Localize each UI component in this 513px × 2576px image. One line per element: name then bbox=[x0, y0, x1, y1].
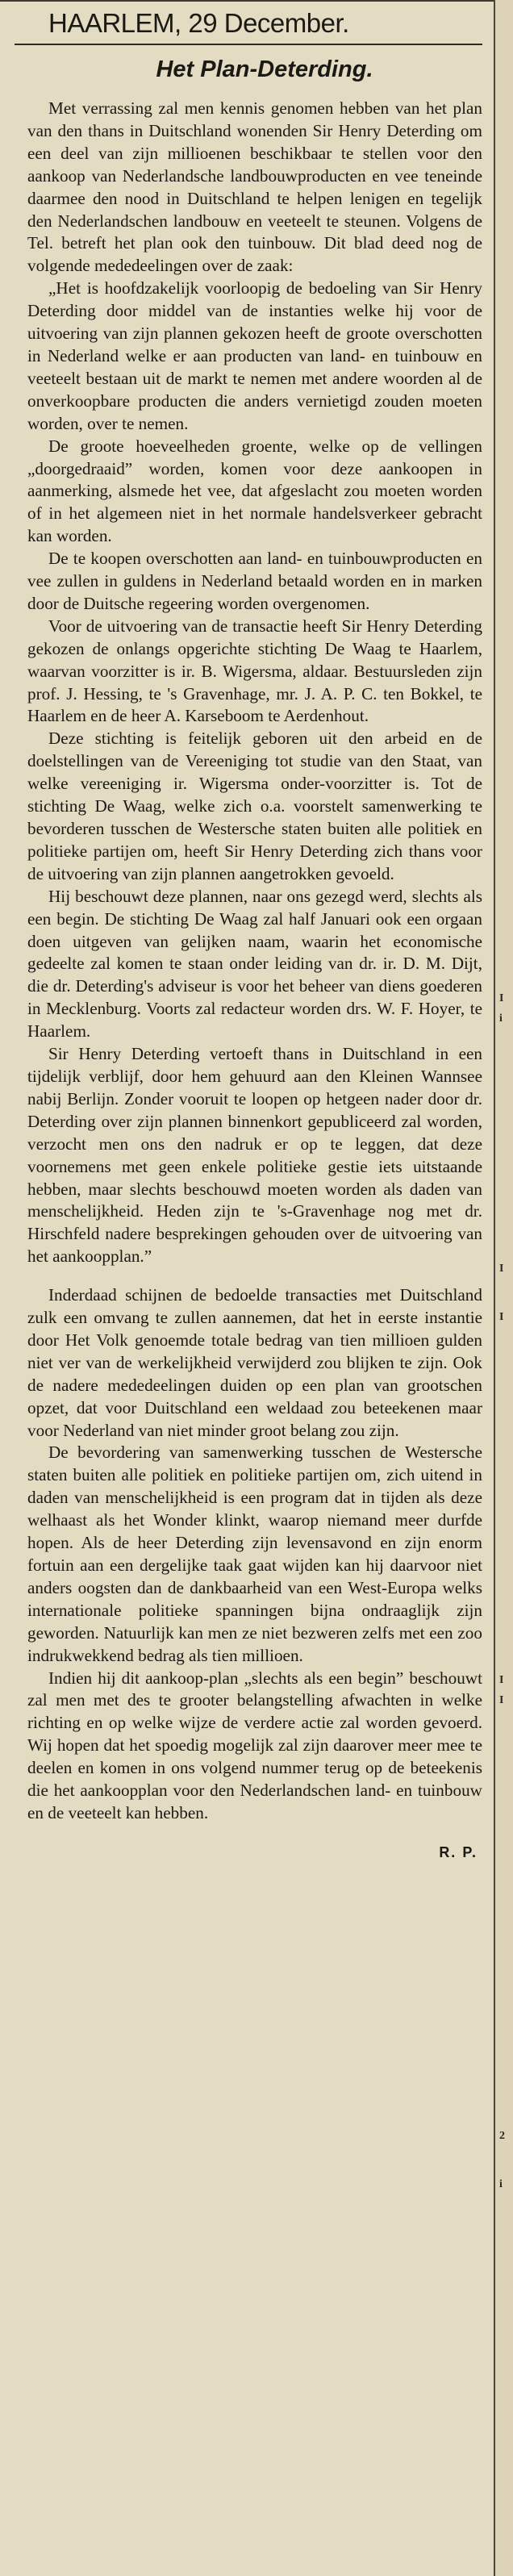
quoted-paragraph: Deze stichting is feitelijk geboren uit den arbeid en de doelstellingen van de Vereeniging tot studie van den Staat, van welke vereeniging ir. Wigersma onder-voorzitter is. Tot de stichting De Waag, welke zich o.a. voorstelt samenwerking te bevorderen tusschen de Westersche staten buiten alle politiek en politieke partijen om, heeft Sir Henry Deterding zich thans voor de uitvoering van zijn plannen aangetrokken gevoeld. bbox=[27, 729, 482, 883]
adjacent-column-fragment: i bbox=[499, 2178, 503, 2190]
adjacent-column-fragment: I bbox=[499, 1263, 504, 1275]
top-rule bbox=[0, 0, 513, 2]
quoted-paragraph: De te koopen overschotten aan land- en tuinbouwproducten en vee zullen in guldens in Nederland betaald worden en in marken door de Duitsche regeering worden overgenomen. bbox=[27, 549, 482, 613]
article-title: Het Plan-Deterding. bbox=[156, 56, 373, 82]
commentary-paragraph: Indien hij dit aankoop-plan „slechts als een begin” beschouwt zal men met des te grooter belangstelling afwachten in welke richting en op welke wijze de verdere actie zal worden gevoerd. Wij hopen dat het spoedig mogelijk zal zijn daarover meer mee te deelen en komen in ons volgend nummer terug op de beteekenis die het aankoopplan voor den Nederlandschen land- en tuinbouw en de veeteelt kan hebben. bbox=[27, 1668, 482, 1822]
quoted-paragraph: „Het is hoofdzakelijk voorloopig de bedoeling van Sir Henry Deterding door middel van de instanties welke hij voor de uitvoering van zijn plannen gekozen heeft de groote overschotten in Nederland welke er aan producten van land- en tuinbouw en veeteelt bestaan uit de markt te nemen met andere woorden al de onverkoopbare producten die anders vernietigd zouden moeten worden, over te nemen. bbox=[27, 278, 482, 433]
adjacent-column-fragment: I bbox=[499, 992, 504, 1004]
adjacent-column-fragment: I bbox=[499, 1674, 504, 1686]
author-signature: R. P. bbox=[439, 1843, 478, 1860]
adjacent-column-fragment: 2 bbox=[499, 2130, 505, 2142]
quoted-paragraph: Sir Henry Deterding vertoeft thans in Duitschland in een tijdelijk verblijf, door hem gehuurd aan den Kleinen Wannsee nabij Berlijn. Zonder vooruit te loopen op hetgeen nader door dr. Deterding over zijn plannen binnenkort gepubliceerd zal worden, verzocht men ons den nadruk er op te leggen, dat deze voornemens met geen enkele politieke gestie iets uitstaande hebben, maar slechts beschouwd moeten worden als daden van menschelijkheid. Heden zijn te 's-Gravenhage nog met dr. Hirschfeld nadere besprekingen gehouden over de uitvoering van het aankoopplan.” bbox=[27, 1044, 482, 1267]
article-paragraph: Met verrassing zal men kennis genomen hebben van het plan van den thans in Duitschland wonenden Sir Henry Deterding om een deel van zijn millioenen beschikbaar te stellen voor den aankoop van Nederlandsche landbouwproducten en vee teneinde daarmee den nood in Duitschland te helpen lenigen en tegelijk den Nederlandschen landbouw en veeteelt te steunen. Volgens de Tel. betreft het plan ook den tuinbouw. Dit blad deed nog de volgende mededeelingen over de zaak: bbox=[27, 98, 482, 276]
quoted-paragraph: Voor de uitvoering van de transactie heeft Sir Henry Deterding gekozen de onlangs opgerichte stichting De Waag te Haarlem, waarvan voorzitter is ir. B. Wigersma, aldaar. Bestuursleden zijn prof. J. Hessing, te 's Gravenhage, mr. J. A. P. C. ten Bokkel, te Haarlem en de heer A. Karseboom te Aerdenhout. bbox=[27, 616, 482, 726]
adjacent-column-fragment: i bbox=[499, 1012, 503, 1025]
adjacent-column-fragment: I bbox=[499, 1311, 504, 1323]
quoted-paragraph: De groote hoeveelheden groente, welke op de vellingen „doorgedraaid” worden, komen voor deze aankoopen in aanmerking, alsmede het vee, dat afgeslacht zou moeten worden of in het algemeen niet in het normale handelsverkeer gebracht kan worden. bbox=[27, 436, 482, 546]
dateline-header: HAARLEM, 29 December. bbox=[15, 3, 482, 45]
quoted-paragraph: Hij beschouwt deze plannen, naar ons gezegd werd, slechts als een begin. De stichting De Waag zal half Januari ook een orgaan doen uitgeven van gelijken naam, waarin het economische gedeelte zal komen te staan onder leiding van dr. ir. D. M. Dijt, die dr. Deterding's adviseur is voor het beheer van diens goederen in Mecklenburg. Voorts zal redacteur worden drs. W. F. Hoyer, te Haarlem. bbox=[27, 886, 482, 1042]
section-gap bbox=[15, 1268, 482, 1284]
commentary-paragraph: Inderdaad schijnen de bedoelde transacties met Duitschland zulk een omvang te zullen aannemen, dat het in eerste instantie door Het Volk genoemde totale bedrag van tien millioen gulden niet ver van de werkelijkheid verwijderd zou blijken te zijn. Ook de nadere mededeelingen duiden op een plan van grootschen opzet, dat voor Duitschland een weldaad zou beteekenen maar voor Nederland van niet minder groot belang zou zijn. bbox=[27, 1285, 482, 1440]
article-column bbox=[15, 3, 482, 1861]
adjacent-column-fragment: I bbox=[499, 1694, 504, 1706]
commentary-paragraph: De bevordering van samenwerking tusschen de Westersche staten buiten alle politiek en politieke partijen om, zich uitend in daden van menschelijkheid is een program dat in tijden als deze welhaast als het Wonder klinkt, waarop niemand meer durfde hopen. Als de heer Deterding zijn levensavond en zijn enorm fortuin aan een dergelijke taak gaat wijden kan hij daarvoor niet anders oogsten dan de dankbaarheid van een West-Europa welks internationale politieke spanningen bijna ondraaglijk zijn geworden. Natuurlijk kan men ze niet bezweren zelfs met een zoo indrukwekkend bedrag als tien millioen. bbox=[27, 1442, 482, 1665]
